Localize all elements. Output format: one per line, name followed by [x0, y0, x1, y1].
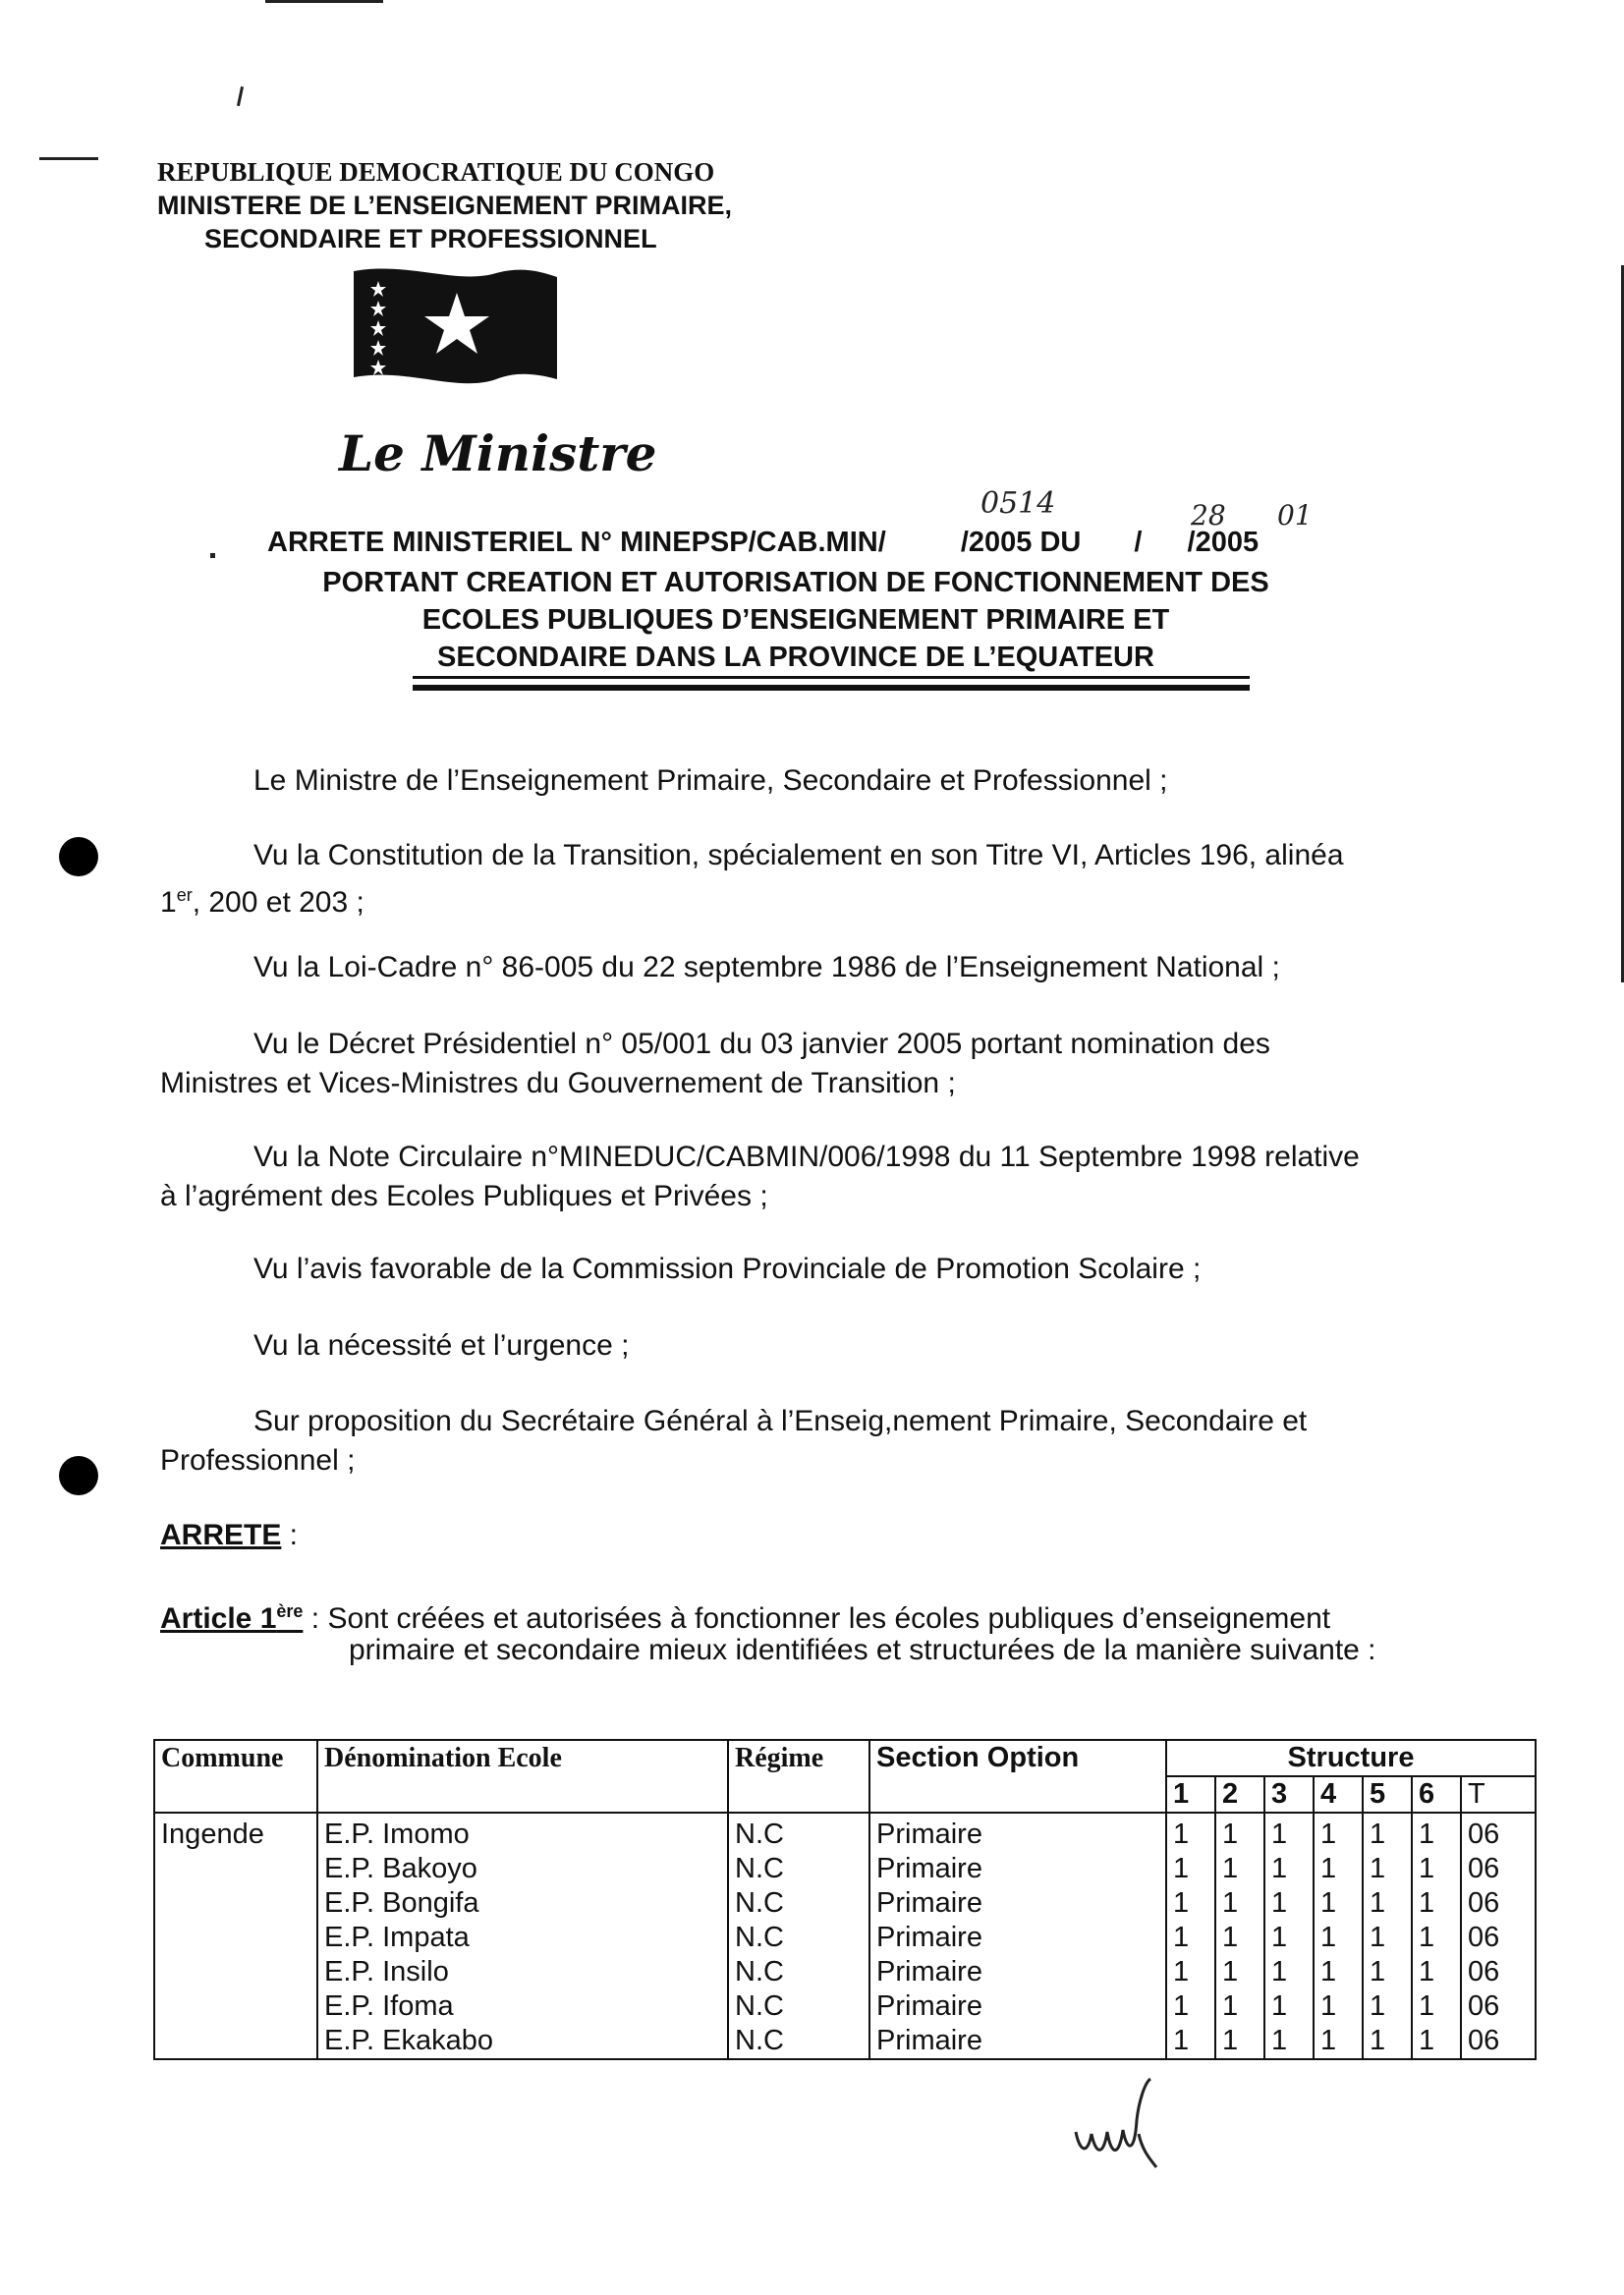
scan-mark: [237, 86, 244, 106]
cell-structure: 06: [1461, 1989, 1536, 2024]
title-line-1-slash: /: [1134, 527, 1143, 558]
cell-structure: 1: [1166, 1813, 1215, 1852]
cell-structure: 1: [1363, 1955, 1412, 1989]
header-structure: Structure: [1166, 1740, 1536, 1776]
cell-ecole: E.P. Insilo: [317, 1955, 728, 1989]
header-line-2: MINISTERE DE L’ENSEIGNEMENT PRIMAIRE,: [157, 191, 733, 220]
handwritten-day: 28: [1191, 499, 1226, 532]
cell-structure: 1: [1412, 1813, 1461, 1852]
paragraph-loi-cadre: Vu la Loi-Cadre n° 86-005 du 22 septembre 1986 de l’Enseignement National ;: [253, 951, 1280, 983]
table-row: [154, 1955, 1536, 1989]
cell-section: Primaire: [869, 1852, 1166, 1886]
cell-structure: 1: [1363, 1886, 1412, 1921]
header-structure-col: 5: [1363, 1776, 1412, 1813]
title-line-2: PORTANT CREATION ET AUTORISATION DE FONCTIONNEMENT DES: [322, 567, 1269, 598]
flag-emblem: [349, 263, 565, 391]
cell-section: Primaire: [869, 2024, 1166, 2059]
table-body: [154, 1813, 1536, 2059]
cell-structure: 1: [1215, 1813, 1264, 1852]
cell-structure: 1: [1412, 1989, 1461, 2024]
title-line-1-prefix: ARRETE MINISTERIEL N° MINEPSP/CAB.MIN/: [267, 527, 886, 558]
article-1-line-2: primaire et secondaire mieux identifiées et structurées de la manière suivante :: [349, 1634, 1376, 1666]
cell-structure: 1: [1314, 1955, 1363, 1989]
cell-structure: 1: [1166, 2024, 1215, 2059]
table-row: [154, 2024, 1536, 2059]
scan-mark: [39, 157, 98, 160]
arrete-heading: [160, 1516, 298, 1555]
cell-ecole: E.P. Ifoma: [317, 1989, 728, 2024]
cell-structure: 1: [1314, 1813, 1363, 1852]
cell-structure: 1: [1314, 2024, 1363, 2059]
scan-line-top: [265, 0, 383, 3]
cell-structure: 1: [1215, 1921, 1264, 1955]
header-structure-col: T: [1461, 1776, 1536, 1813]
cell-regime: N.C: [728, 1813, 869, 1852]
header-ecole: Dénomination Ecole: [317, 1740, 728, 1813]
arrete-label: ARRETE: [160, 1519, 282, 1551]
signature-title: Le Ministre: [339, 424, 657, 482]
table-row: [154, 1852, 1536, 1886]
cell-structure: 06: [1461, 1921, 1536, 1955]
arrete-colon: :: [281, 1519, 299, 1551]
handwritten-number: 0514: [980, 486, 1056, 521]
cell-structure: 06: [1461, 1955, 1536, 1989]
cell-structure: 1: [1215, 1886, 1264, 1921]
paragraph-constitution-1: Vu la Constitution de la Transition, spécialement en son Titre VI, Articles 196, alinéa: [253, 839, 1344, 871]
cell-structure: 1: [1264, 1886, 1314, 1921]
title-line-4: SECONDAIRE DANS LA PROVINCE DE L’EQUATEUR: [437, 642, 1154, 673]
cell-structure: 1: [1215, 1989, 1264, 2024]
header-structure-col: 3: [1264, 1776, 1314, 1813]
punch-hole: [59, 837, 98, 876]
title-underline: [413, 676, 1250, 679]
cell-structure: 1: [1215, 1955, 1264, 1989]
cell-structure: 1: [1363, 1813, 1412, 1852]
header-line-1: REPUBLIQUE DEMOCRATIQUE DU CONGO: [157, 157, 715, 187]
cell-structure: 1: [1166, 1852, 1215, 1886]
punch-hole: [59, 1456, 98, 1495]
title-line-1-mid: /2005 DU: [960, 527, 1082, 558]
cell-structure: 1: [1412, 2024, 1461, 2059]
superscript: er: [176, 885, 193, 905]
bullet-dot: [210, 553, 215, 558]
paragraph-proposition-1: Sur proposition du Secrétaire Général à l’Enseig,nement Primaire, Secondaire et: [253, 1405, 1308, 1437]
cell-structure: 1: [1166, 1989, 1215, 2024]
title-line-3: ECOLES PUBLIQUES D’ENSEIGNEMENT PRIMAIRE ET: [421, 604, 1170, 636]
text-fragment: 1: [160, 886, 177, 919]
title-rule: [413, 685, 1250, 691]
paragraph-decret-1: Vu le Décret Présidentiel n° 05/001 du 03 janvier 2005 portant nomination des: [253, 1028, 1270, 1060]
header-line-3: SECONDAIRE ET PROFESSIONNEL: [204, 224, 657, 253]
cell-structure: 1: [1412, 1921, 1461, 1955]
paragraph-note-2: à l’agrément des Ecoles Publiques et Privées ;: [160, 1180, 768, 1212]
cell-structure: 1: [1264, 1921, 1314, 1955]
paragraph-avis: Vu l’avis favorable de la Commission Provinciale de Promotion Scolaire ;: [253, 1253, 1202, 1285]
cell-section: Primaire: [869, 1886, 1166, 1921]
header-section: Section Option: [869, 1740, 1166, 1813]
paragraph-proposition-2: Professionnel ;: [160, 1444, 356, 1477]
header-structure-col: 1: [1166, 1776, 1215, 1813]
cell-structure: 1: [1264, 2024, 1314, 2059]
article-sup: ère: [276, 1601, 304, 1621]
paragraph-note-1: Vu la Note Circulaire n°MINEDUC/CABMIN/006/1998 du 11 Septembre 1998 relative: [253, 1141, 1360, 1173]
article-text-1: Sont créées et autorisées à fonctionner les écoles publiques d’enseignement: [327, 1602, 1331, 1635]
schools-table: [153, 1739, 1537, 2060]
header-commune: Commune: [154, 1740, 317, 1813]
cell-regime: N.C: [728, 1852, 869, 1886]
header-regime: Régime: [728, 1740, 869, 1813]
cell-regime: N.C: [728, 2024, 869, 2059]
cell-structure: 1: [1363, 1989, 1412, 2024]
cell-section: Primaire: [869, 1955, 1166, 1989]
cell-regime: N.C: [728, 1921, 869, 1955]
cell-ecole: E.P. Ekakabo: [317, 2024, 728, 2059]
article-colon: :: [303, 1602, 328, 1635]
cell-ecole: E.P. Imomo: [317, 1813, 728, 1852]
table-row: [154, 1813, 1536, 1852]
handwritten-month: 01: [1277, 499, 1313, 532]
cell-section: Primaire: [869, 1921, 1166, 1955]
header-structure-col: 2: [1215, 1776, 1264, 1813]
cell-structure: 1: [1314, 1989, 1363, 2024]
cell-structure: 1: [1264, 1989, 1314, 2024]
cell-regime: N.C: [728, 1886, 869, 1921]
text-fragment: , 200 et 203 ;: [192, 886, 364, 919]
cell-structure: 1: [1314, 1852, 1363, 1886]
cell-structure: 06: [1461, 2024, 1536, 2059]
table-header-row: [154, 1740, 1536, 1776]
cell-structure: 1: [1215, 1852, 1264, 1886]
paragraph-constitution-2: [160, 875, 364, 923]
cell-structure: 1: [1215, 2024, 1264, 2059]
paragraph-necessite: Vu la nécessité et l’urgence ;: [253, 1329, 630, 1362]
article-label-text: Article 1: [160, 1602, 277, 1635]
cell-structure: 1: [1412, 1886, 1461, 1921]
cell-ecole: E.P. Bakoyo: [317, 1852, 728, 1886]
cell-structure: 1: [1314, 1921, 1363, 1955]
header-structure-col: 6: [1412, 1776, 1461, 1813]
paragraph-minister: Le Ministre de l’Enseignement Primaire, Secondaire et Professionnel ;: [253, 764, 1168, 797]
cell-structure: 1: [1412, 1852, 1461, 1886]
header-structure-col: 4: [1314, 1776, 1363, 1813]
title-line-1-end: /2005: [1187, 527, 1260, 558]
cell-ecole: E.P. Bongifa: [317, 1886, 728, 1921]
cell-structure: 1: [1166, 1886, 1215, 1921]
cell-regime: N.C: [728, 1989, 869, 2024]
cell-structure: 1: [1363, 1921, 1412, 1955]
cell-ecole: E.P. Impata: [317, 1921, 728, 1955]
paragraph-decret-2: Ministres et Vices-Ministres du Gouvernement de Transition ;: [160, 1067, 956, 1099]
cell-structure: 06: [1461, 1886, 1536, 1921]
table-row: [154, 1886, 1536, 1921]
article-label: [160, 1602, 303, 1635]
cell-structure: 1: [1314, 1886, 1363, 1921]
cell-section: Primaire: [869, 1813, 1166, 1852]
cell-structure: 1: [1166, 1921, 1215, 1955]
cell-structure: 1: [1264, 1813, 1314, 1852]
cell-regime: N.C: [728, 1955, 869, 1989]
title-line-1: [267, 527, 1259, 559]
handwritten-initials: [1066, 2073, 1174, 2181]
cell-structure: 1: [1166, 1955, 1215, 1989]
table-row: [154, 1989, 1536, 2024]
cell-section: Primaire: [869, 1989, 1166, 2024]
cell-structure: 1: [1363, 1852, 1412, 1886]
cell-commune: Ingende: [154, 1813, 317, 2059]
cell-structure: 1: [1363, 2024, 1412, 2059]
cell-structure: 1: [1264, 1955, 1314, 1989]
table-row: [154, 1921, 1536, 1955]
cell-structure: 06: [1461, 1813, 1536, 1852]
cell-structure: 1: [1264, 1852, 1314, 1886]
cell-structure: 1: [1412, 1955, 1461, 1989]
cell-structure: 06: [1461, 1852, 1536, 1886]
